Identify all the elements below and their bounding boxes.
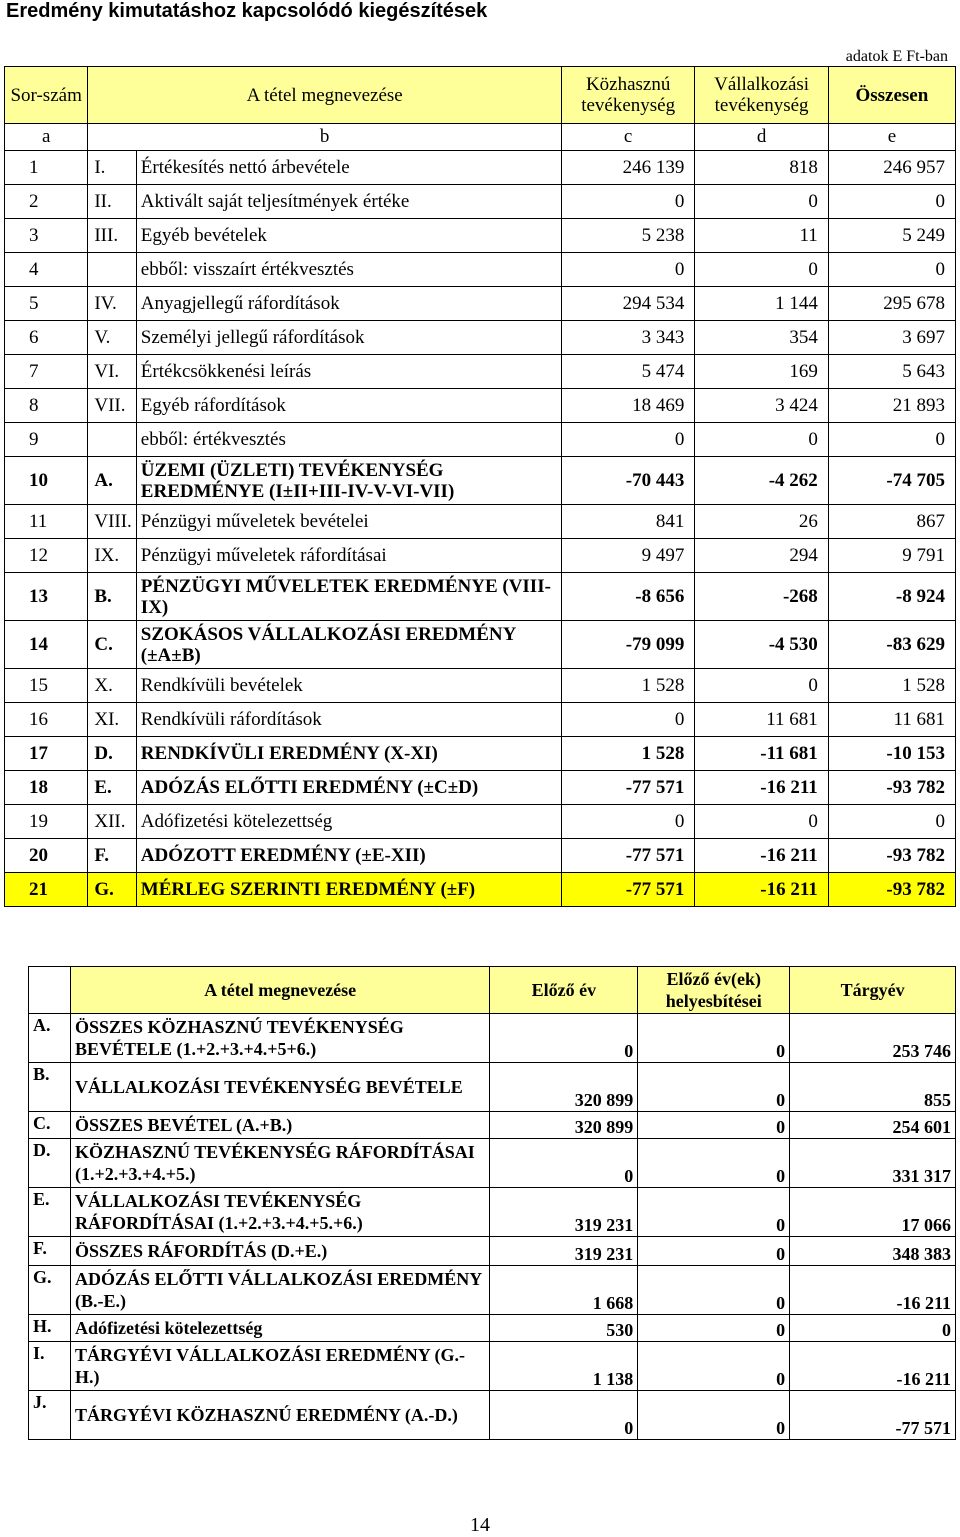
row-number: 7 — [5, 355, 88, 389]
value-vallalkozasi: 0 — [695, 805, 828, 839]
letter-c: c — [561, 124, 694, 151]
letter-a: a — [5, 124, 88, 151]
row-name: Egyéb bevételek — [136, 219, 561, 253]
value-elozo-ev: 530 — [490, 1315, 638, 1342]
table-row — [5, 457, 956, 505]
table-row — [5, 423, 956, 457]
row-code: F. — [88, 839, 136, 873]
value-osszesen: 1 528 — [828, 669, 955, 703]
row-code: A. — [88, 457, 136, 505]
value-targyev: 348 383 — [790, 1237, 956, 1266]
value-helyesbites: 0 — [638, 1063, 790, 1112]
row-code: X. — [88, 669, 136, 703]
row-number: 21 — [5, 873, 88, 907]
summary-name: ÖSSZES BEVÉTEL (A.+B.) — [70, 1112, 489, 1139]
row-code: III. — [88, 219, 136, 253]
value-kozhasznu: 0 — [561, 423, 694, 457]
value-elozo-ev: 1 668 — [490, 1266, 638, 1315]
table-row — [5, 321, 956, 355]
row-number: 19 — [5, 805, 88, 839]
summary-row — [29, 1188, 956, 1237]
value-targyev: 17 066 — [790, 1188, 956, 1237]
summary-code: J. — [29, 1391, 71, 1440]
value-helyesbites: 0 — [638, 1315, 790, 1342]
table-row — [5, 389, 956, 423]
letter-e: e — [828, 124, 955, 151]
page-number: 14 — [470, 1514, 490, 1536]
table-header-row — [5, 67, 956, 124]
value-vallalkozasi: 169 — [695, 355, 828, 389]
table-row — [5, 185, 956, 219]
value-elozo-ev: 1 138 — [490, 1342, 638, 1391]
summary-header-megnevezes: A tétel megnevezése — [70, 967, 489, 1014]
value-helyesbites: 0 — [638, 1237, 790, 1266]
summary-row — [29, 1391, 956, 1440]
row-code — [88, 423, 136, 457]
value-elozo-ev: 320 899 — [490, 1112, 638, 1139]
row-name: Anyagjellegű ráfordítások — [136, 287, 561, 321]
row-name: RENDKÍVÜLI EREDMÉNY (X-XI) — [136, 737, 561, 771]
row-code: IV. — [88, 287, 136, 321]
value-vallalkozasi: -16 211 — [695, 771, 828, 805]
row-number: 18 — [5, 771, 88, 805]
value-vallalkozasi: -11 681 — [695, 737, 828, 771]
row-name: Egyéb ráfordítások — [136, 389, 561, 423]
row-number: 20 — [5, 839, 88, 873]
row-name: ADÓZÁS ELŐTTI EREDMÉNY (±C±D) — [136, 771, 561, 805]
row-number: 12 — [5, 539, 88, 573]
value-osszesen: 0 — [828, 253, 955, 287]
row-number: 15 — [5, 669, 88, 703]
table-row — [5, 669, 956, 703]
value-targyev: 254 601 — [790, 1112, 956, 1139]
letter-d: d — [695, 124, 828, 151]
summary-code: C. — [29, 1112, 71, 1139]
value-elozo-ev: 0 — [490, 1139, 638, 1188]
row-code: VII. — [88, 389, 136, 423]
row-code: G. — [88, 873, 136, 907]
value-osszesen: -93 782 — [828, 873, 955, 907]
row-number: 13 — [5, 573, 88, 621]
row-code: VIII. — [88, 505, 136, 539]
value-helyesbites: 0 — [638, 1342, 790, 1391]
value-kozhasznu: 0 — [561, 805, 694, 839]
row-number: 5 — [5, 287, 88, 321]
value-elozo-ev: 319 231 — [490, 1237, 638, 1266]
table-row — [5, 737, 956, 771]
value-kozhasznu: 1 528 — [561, 669, 694, 703]
summary-name: ÖSSZES KÖZHASZNÚ TEVÉKENYSÉG BEVÉTELE (1.+2.+3.+4.+5+6.) — [70, 1014, 489, 1063]
value-kozhasznu: 1 528 — [561, 737, 694, 771]
row-name: Személyi jellegű ráfordítások — [136, 321, 561, 355]
row-name: Pénzügyi műveletek bevételei — [136, 505, 561, 539]
value-osszesen: 0 — [828, 185, 955, 219]
row-name: ebből: visszaírt értékvesztés — [136, 253, 561, 287]
value-vallalkozasi: -16 211 — [695, 839, 828, 873]
summary-header-helyesbites: Előző év(ek) helyesbítései — [638, 967, 790, 1014]
summary-code: I. — [29, 1342, 71, 1391]
header-sorszam: Sor-szám — [5, 67, 88, 124]
summary-header-elozo-ev: Előző év — [490, 967, 638, 1014]
row-name: Értékesítés nettó árbevétele — [136, 151, 561, 185]
header-megnevezes: A tétel megnevezése — [88, 67, 562, 124]
row-code: E. — [88, 771, 136, 805]
value-elozo-ev: 0 — [490, 1014, 638, 1063]
value-vallalkozasi: 3 424 — [695, 389, 828, 423]
row-number: 8 — [5, 389, 88, 423]
summary-header-row — [29, 967, 956, 1014]
value-helyesbites: 0 — [638, 1014, 790, 1063]
row-code: V. — [88, 321, 136, 355]
value-kozhasznu: 0 — [561, 253, 694, 287]
table-row — [5, 839, 956, 873]
value-vallalkozasi: -268 — [695, 573, 828, 621]
value-vallalkozasi: 294 — [695, 539, 828, 573]
value-osszesen: -8 924 — [828, 573, 955, 621]
value-osszesen: 11 681 — [828, 703, 955, 737]
value-osszesen: 246 957 — [828, 151, 955, 185]
table-row — [5, 253, 956, 287]
table-row — [5, 287, 956, 321]
value-osszesen: 5 249 — [828, 219, 955, 253]
value-helyesbites: 0 — [638, 1266, 790, 1315]
summary-code: D. — [29, 1139, 71, 1188]
value-vallalkozasi: 0 — [695, 253, 828, 287]
summary-row — [29, 1342, 956, 1391]
value-osszesen: 3 697 — [828, 321, 955, 355]
value-vallalkozasi: 11 — [695, 219, 828, 253]
row-name: Adófizetési kötelezettség — [136, 805, 561, 839]
summary-code: H. — [29, 1315, 71, 1342]
row-name: ebből: értékvesztés — [136, 423, 561, 457]
value-kozhasznu: -77 571 — [561, 771, 694, 805]
row-number: 4 — [5, 253, 88, 287]
value-vallalkozasi: 11 681 — [695, 703, 828, 737]
table-row — [5, 539, 956, 573]
summary-row — [29, 1014, 956, 1063]
header-osszesen: Összesen — [828, 67, 955, 124]
column-letter-row — [5, 124, 956, 151]
value-kozhasznu: 246 139 — [561, 151, 694, 185]
value-osszesen: -93 782 — [828, 771, 955, 805]
value-kozhasznu: 9 497 — [561, 539, 694, 573]
row-code: XII. — [88, 805, 136, 839]
value-targyev: 855 — [790, 1063, 956, 1112]
summary-header-targyev: Tárgyév — [790, 967, 956, 1014]
value-vallalkozasi: 354 — [695, 321, 828, 355]
value-osszesen: 867 — [828, 505, 955, 539]
summary-name: ADÓZÁS ELŐTTI VÁLLALKOZÁSI EREDMÉNY (B.-E.) — [70, 1266, 489, 1315]
summary-code: F. — [29, 1237, 71, 1266]
unit-note: adatok E Ft-ban — [845, 48, 948, 65]
value-osszesen: 5 643 — [828, 355, 955, 389]
row-name: Értékcsökkenési leírás — [136, 355, 561, 389]
letter-b: b — [88, 124, 562, 151]
page-title: Eredmény kimutatáshoz kapcsolódó kiegészítések — [6, 0, 488, 22]
row-code: XI. — [88, 703, 136, 737]
row-code: II. — [88, 185, 136, 219]
row-number: 2 — [5, 185, 88, 219]
row-name: Rendkívüli bevételek — [136, 669, 561, 703]
row-number: 10 — [5, 457, 88, 505]
value-vallalkozasi: 0 — [695, 423, 828, 457]
table-row — [5, 505, 956, 539]
row-code: C. — [88, 621, 136, 669]
value-kozhasznu: 841 — [561, 505, 694, 539]
value-elozo-ev: 319 231 — [490, 1188, 638, 1237]
row-name: ÜZEMI (ÜZLETI) TEVÉKENYSÉG EREDMÉNYE (I±II+III-IV-V-VI-VII) — [136, 457, 561, 505]
summary-row — [29, 1112, 956, 1139]
table-row — [5, 771, 956, 805]
row-name: Aktivált saját teljesítmények értéke — [136, 185, 561, 219]
value-osszesen: -74 705 — [828, 457, 955, 505]
row-number: 17 — [5, 737, 88, 771]
table-row — [5, 355, 956, 389]
value-elozo-ev: 320 899 — [490, 1063, 638, 1112]
value-helyesbites: 0 — [638, 1188, 790, 1237]
summary-row — [29, 1237, 956, 1266]
summary-name: KÖZHASZNÚ TEVÉKENYSÉG RÁFORDÍTÁSAI (1.+2.+3.+4.+5.) — [70, 1139, 489, 1188]
row-number: 3 — [5, 219, 88, 253]
value-osszesen: 9 791 — [828, 539, 955, 573]
value-osszesen: 21 893 — [828, 389, 955, 423]
summary-name: VÁLLALKOZÁSI TEVÉKENYSÉG BEVÉTELE — [70, 1063, 489, 1112]
table-row — [5, 703, 956, 737]
summary-row — [29, 1315, 956, 1342]
table-row — [5, 151, 956, 185]
summary-header-blank — [29, 967, 71, 1014]
value-kozhasznu: 3 343 — [561, 321, 694, 355]
value-helyesbites: 0 — [638, 1391, 790, 1440]
summary-row — [29, 1266, 956, 1315]
value-vallalkozasi: -4 262 — [695, 457, 828, 505]
value-kozhasznu: 5 474 — [561, 355, 694, 389]
value-osszesen: -83 629 — [828, 621, 955, 669]
value-targyev: -16 211 — [790, 1342, 956, 1391]
value-elozo-ev: 0 — [490, 1391, 638, 1440]
value-vallalkozasi: 26 — [695, 505, 828, 539]
summary-code: E. — [29, 1188, 71, 1237]
table-row — [5, 219, 956, 253]
value-kozhasznu: -8 656 — [561, 573, 694, 621]
value-helyesbites: 0 — [638, 1112, 790, 1139]
summary-code: A. — [29, 1014, 71, 1063]
row-number: 16 — [5, 703, 88, 737]
value-kozhasznu: 294 534 — [561, 287, 694, 321]
row-number: 6 — [5, 321, 88, 355]
value-kozhasznu: -77 571 — [561, 839, 694, 873]
value-kozhasznu: -70 443 — [561, 457, 694, 505]
value-osszesen: -93 782 — [828, 839, 955, 873]
income-statement-table — [4, 66, 956, 907]
value-targyev: -77 571 — [790, 1391, 956, 1440]
header-vallalkozasi: Vállalkozási tevékenység — [695, 67, 828, 124]
row-name: PÉNZÜGYI MŰVELETEK EREDMÉNYE (VIII-IX) — [136, 573, 561, 621]
summary-name: ÖSSZES RÁFORDÍTÁS (D.+E.) — [70, 1237, 489, 1266]
row-number: 9 — [5, 423, 88, 457]
value-kozhasznu: 18 469 — [561, 389, 694, 423]
summary-row — [29, 1063, 956, 1112]
row-code: IX. — [88, 539, 136, 573]
summary-name: VÁLLALKOZÁSI TEVÉKENYSÉG RÁFORDÍTÁSAI (1.+2.+3.+4.+5.+6.) — [70, 1188, 489, 1237]
row-code: D. — [88, 737, 136, 771]
table-row — [5, 573, 956, 621]
value-targyev: 253 746 — [790, 1014, 956, 1063]
value-kozhasznu: 5 238 — [561, 219, 694, 253]
value-targyev: 0 — [790, 1315, 956, 1342]
summary-code: G. — [29, 1266, 71, 1315]
value-vallalkozasi: 0 — [695, 185, 828, 219]
table-row — [5, 621, 956, 669]
value-osszesen: -10 153 — [828, 737, 955, 771]
row-number: 11 — [5, 505, 88, 539]
summary-name: Adófizetési kötelezettség — [70, 1315, 489, 1342]
row-code: I. — [88, 151, 136, 185]
value-kozhasznu: -77 571 — [561, 873, 694, 907]
row-code — [88, 253, 136, 287]
summary-name: TÁRGYÉVI KÖZHASZNÚ EREDMÉNY (A.-D.) — [70, 1391, 489, 1440]
value-osszesen: 295 678 — [828, 287, 955, 321]
value-targyev: -16 211 — [790, 1266, 956, 1315]
summary-table — [28, 966, 956, 1440]
row-code: B. — [88, 573, 136, 621]
value-osszesen: 0 — [828, 805, 955, 839]
value-kozhasznu: 0 — [561, 703, 694, 737]
header-kozhasznu: Közhasznú tevékenység — [561, 67, 694, 124]
value-osszesen: 0 — [828, 423, 955, 457]
row-name: SZOKÁSOS VÁLLALKOZÁSI EREDMÉNY (±A±B) — [136, 621, 561, 669]
row-number: 14 — [5, 621, 88, 669]
value-vallalkozasi: -4 530 — [695, 621, 828, 669]
value-kozhasznu: -79 099 — [561, 621, 694, 669]
summary-name: TÁRGYÉVI VÁLLALKOZÁSI EREDMÉNY (G.-H.) — [70, 1342, 489, 1391]
row-name: ADÓZOTT EREDMÉNY (±E-XII) — [136, 839, 561, 873]
value-targyev: 331 317 — [790, 1139, 956, 1188]
value-vallalkozasi: 818 — [695, 151, 828, 185]
value-kozhasznu: 0 — [561, 185, 694, 219]
summary-row — [29, 1139, 956, 1188]
table-row — [5, 873, 956, 907]
value-vallalkozasi: -16 211 — [695, 873, 828, 907]
table-row — [5, 805, 956, 839]
row-name: Pénzügyi műveletek ráfordításai — [136, 539, 561, 573]
summary-code: B. — [29, 1063, 71, 1112]
row-number: 1 — [5, 151, 88, 185]
row-code: VI. — [88, 355, 136, 389]
value-vallalkozasi: 1 144 — [695, 287, 828, 321]
row-name: MÉRLEG SZERINTI EREDMÉNY (±F) — [136, 873, 561, 907]
row-name: Rendkívüli ráfordítások — [136, 703, 561, 737]
value-vallalkozasi: 0 — [695, 669, 828, 703]
value-helyesbites: 0 — [638, 1139, 790, 1188]
